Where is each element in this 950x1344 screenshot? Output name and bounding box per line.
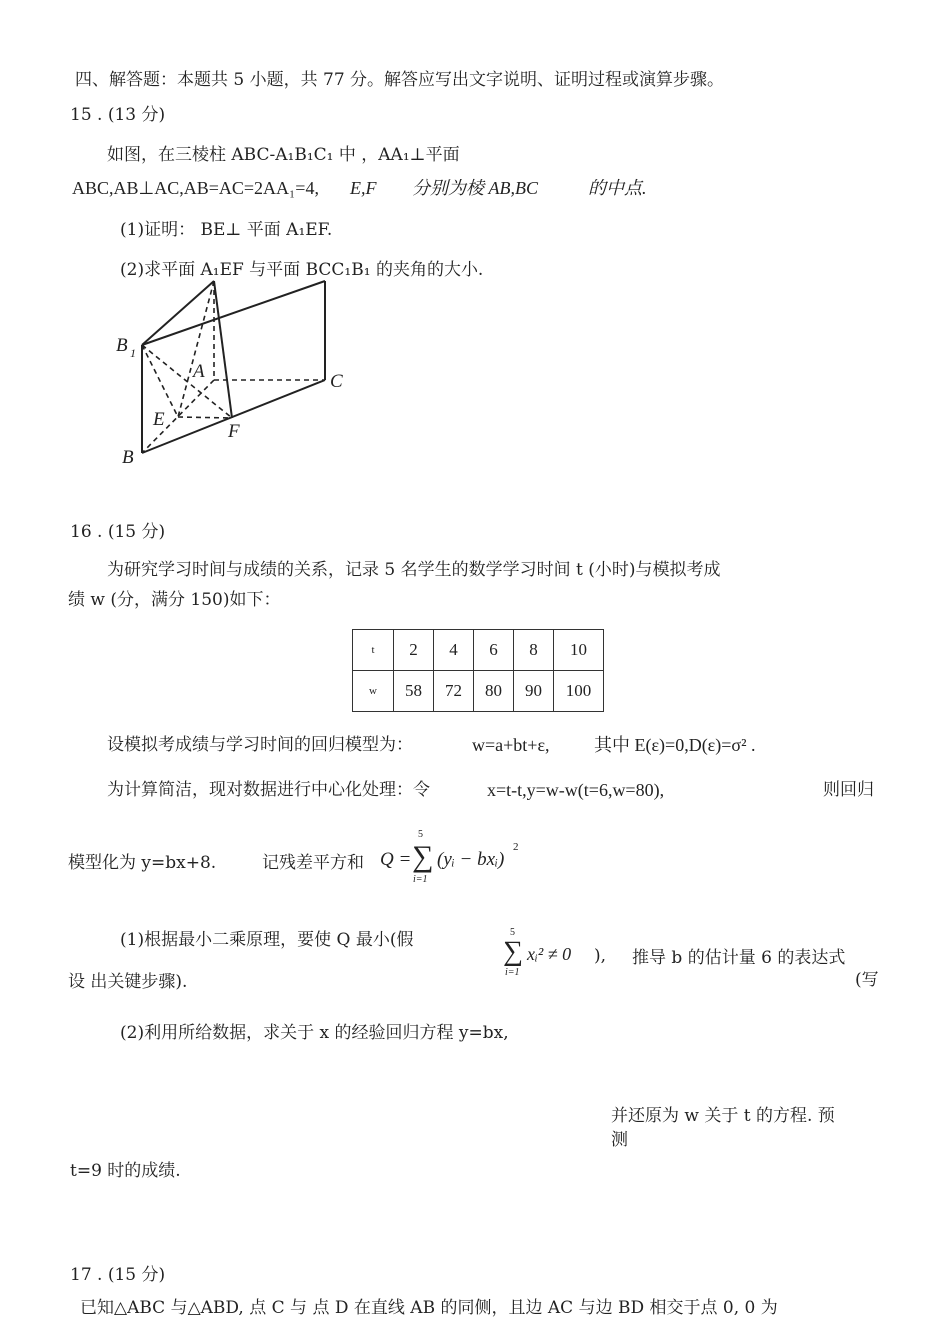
formula-sum-upper: 5 [418,829,423,840]
label-b1: B [116,335,128,356]
q15-stem-line2-d: 的中点. [588,178,647,198]
q16-part1-a: (1)根据最小二乘原理，要使 Q 最小(假 [120,930,414,950]
part1-sum-body: xᵢ² ≠ 0 [527,944,572,964]
q16-part1-c: 推导 b 的估计量 6 的表达式 [632,948,846,968]
table-cell: 8 [514,630,554,671]
edge-b1-e [142,345,178,417]
q17-number: 17 . (15 分) [70,1265,166,1285]
q16-model-line-c: 其中 E(ε)=0,D(ε)=σ² . [594,735,756,755]
edge-e-f [178,417,232,418]
q15-stem-line1: 如图，在三棱柱 ABC-A₁B₁C₁ 中 ，AA₁⊥平面 [107,145,460,165]
edge-a1-e [178,281,214,417]
q17-stem-line1: 已知△ABC 与△ABD, 点 C 与 点 D 在直线 AB 的同侧，且边 AC 与边 BD 相交于点 0, 0 为 [80,1298,778,1318]
label-b: B [122,447,134,468]
q16-model2-a: 模型化为 y=bx+8. [68,853,217,873]
table-header-w: w [353,671,394,712]
data-table [352,629,604,712]
q15-part1: (1)证明： BE⊥ 平面 A₁EF. [120,220,333,240]
table-cell: 100 [554,671,604,712]
formula-q-exp: 2 [513,841,519,853]
label-c: C [330,371,343,392]
table-row-t [353,630,604,671]
q16-model-line-b: w=a+bt+ε, [472,735,550,755]
prism-figure [110,275,370,475]
section-heading: 四、解答题：本题共 5 小题，共 77 分。解答应写出文字说明、证明过程或演算步骤。 [75,70,725,90]
sigma-icon: ∑ [503,936,523,967]
q16-center-line-a: 为计算简洁，现对数据进行中心化处理：令 [107,780,430,800]
edge-b-c [142,380,325,453]
q15-stem-line2-a: ABC,AB⊥AC,AB=AC=2AA₁=4, [72,178,319,198]
table-cell: 10 [554,630,604,671]
sigma-icon: ∑ [412,840,434,873]
q15-stem-line2-c: 分别为棱 AB,BC [412,178,538,198]
q16-part2-d: t=9 时的成绩. [70,1161,181,1181]
table-cell: 2 [394,630,434,671]
formula-q-lhs: Q = [380,849,412,870]
table-cell: 72 [434,671,474,712]
q16-number: 16 . (15 分) [70,522,166,542]
table-cell: 4 [434,630,474,671]
q16-center-line-c: 则回归 [823,780,874,800]
label-b1-sub: 1 [130,346,136,360]
edge-b1-c1 [142,281,325,345]
edge-b1-a1 [142,281,214,345]
q16-stem-line1: 为研究学习时间与成绩的关系，记录 5 名学生的数学学习时间 t (小时)与模拟考成 [107,560,721,580]
table-row-w [353,671,604,712]
part1-sum-lower: i=1 [505,967,520,978]
part1-sum-upper: 5 [510,927,515,938]
table-cell: 80 [474,671,514,712]
label-e: E [153,409,165,430]
q16-part1-b: ), [594,946,607,966]
q16-stem-line2: 绩 w (分，满分 150)如下： [68,590,281,610]
table-cell: 58 [394,671,434,712]
q16-model-line-a: 设模拟考成绩与学习时间的回归模型为： [107,735,413,755]
q16-part1-d: (写 [855,970,879,990]
q15-part2: (2)求平面 A₁EF 与平面 BCC₁B₁ 的夹角的大小. [120,260,484,280]
q16-part1-e: 设 出关键步骤). [68,972,188,992]
q16-part2-a: (2)利用所给数据，求关于 x 的经验回归方程 y=bx, [120,1023,509,1043]
q16-part2-c: 测 [611,1130,628,1150]
q16-model2-b: 记残差平方和 [262,853,364,873]
formula-q-body: (yᵢ − bxᵢ) [437,849,505,870]
edge-a1-f [214,281,232,418]
table-header-t: t [353,630,394,671]
q15-number: 15 . (13 分) [70,105,166,125]
label-f: F [228,421,240,442]
q16-center-line-b: x=t-t,y=w-w(t=6,w=80), [487,780,665,800]
formula-sum-lower: i=1 [413,874,428,885]
label-a: A [193,361,205,382]
q15-stem-line2-b: E,F [350,178,377,198]
table-cell: 90 [514,671,554,712]
table-cell: 6 [474,630,514,671]
q16-part2-b: 并还原为 w 关于 t 的方程. 预 [611,1106,835,1126]
